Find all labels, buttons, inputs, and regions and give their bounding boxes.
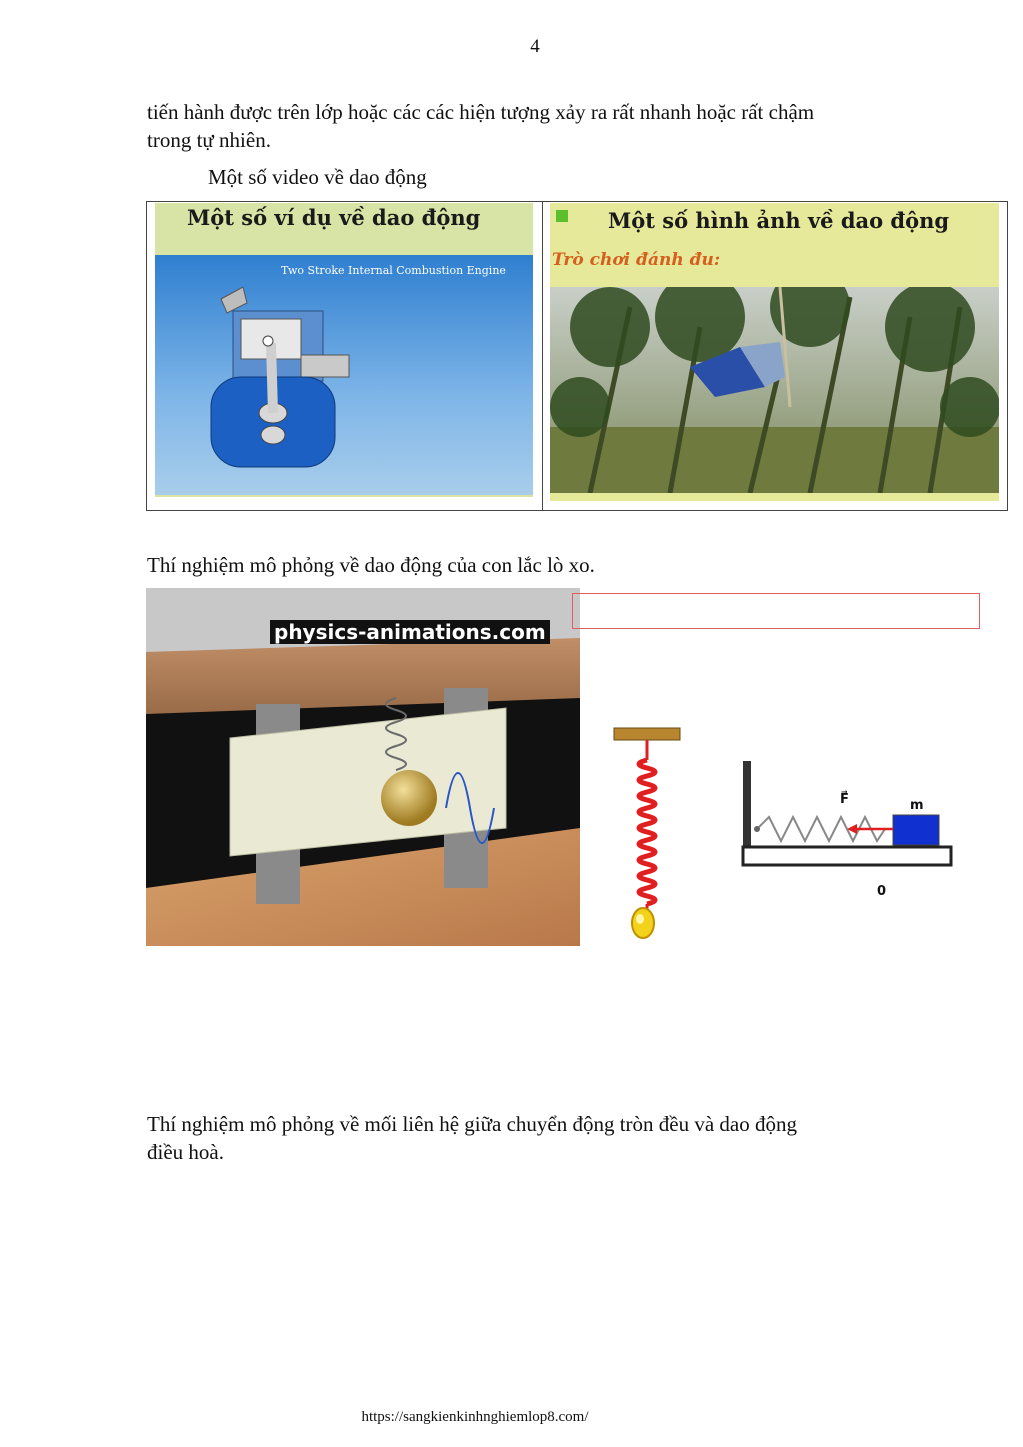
video-swing[interactable]: [550, 203, 999, 501]
vertical-spring-pendulum: [600, 720, 690, 950]
footer-url[interactable]: https://sangkienkinhnghiemlop8.com/: [361, 1409, 589, 1425]
intro-line-2: trong tự nhiên.: [147, 128, 271, 152]
force-label: F⃗: [840, 792, 849, 807]
origin-label: 0: [877, 884, 887, 899]
swing-photo: [550, 287, 999, 493]
video-left-title: Một số ví dụ về dao động: [187, 205, 481, 230]
table-divider: [542, 202, 543, 510]
video-right-subtitle: Trò chơi đánh đu:: [552, 250, 721, 270]
video-engine[interactable]: [155, 203, 533, 497]
mass-label: m: [910, 798, 924, 813]
intro-paragraph: [147, 98, 947, 154]
video-watermark: physics-animations.com: [270, 620, 550, 644]
empty-frame: [572, 593, 980, 629]
circular-heading: [147, 1110, 947, 1166]
video-right-title: Một số hình ảnh về dao động: [608, 208, 950, 233]
video-table: [146, 201, 1008, 511]
engine-illustration: [155, 203, 533, 497]
video-left-caption: Two Stroke Internal Combustion Engine: [281, 264, 506, 277]
spring-heading: Thí nghiệm mô phỏng về dao động của con lắc lò xo.: [147, 553, 595, 577]
spring-animation-video[interactable]: [146, 588, 580, 946]
circular-heading-line-2: điều hoà.: [147, 1140, 224, 1164]
intro-line-1: tiến hành được trên lớp hoặc các các hiện tượng xảy ra rất nhanh hoặc rất chậm: [147, 100, 815, 124]
horizontal-spring-system: [735, 755, 960, 905]
videos-heading: Một số video về dao động: [208, 165, 427, 189]
page-number: 4: [530, 36, 540, 57]
circular-heading-line-1: Thí nghiệm mô phỏng về mối liên hệ giữa chuyển động tròn đều và dao động: [147, 1112, 798, 1136]
slide-bullet: [556, 210, 568, 222]
